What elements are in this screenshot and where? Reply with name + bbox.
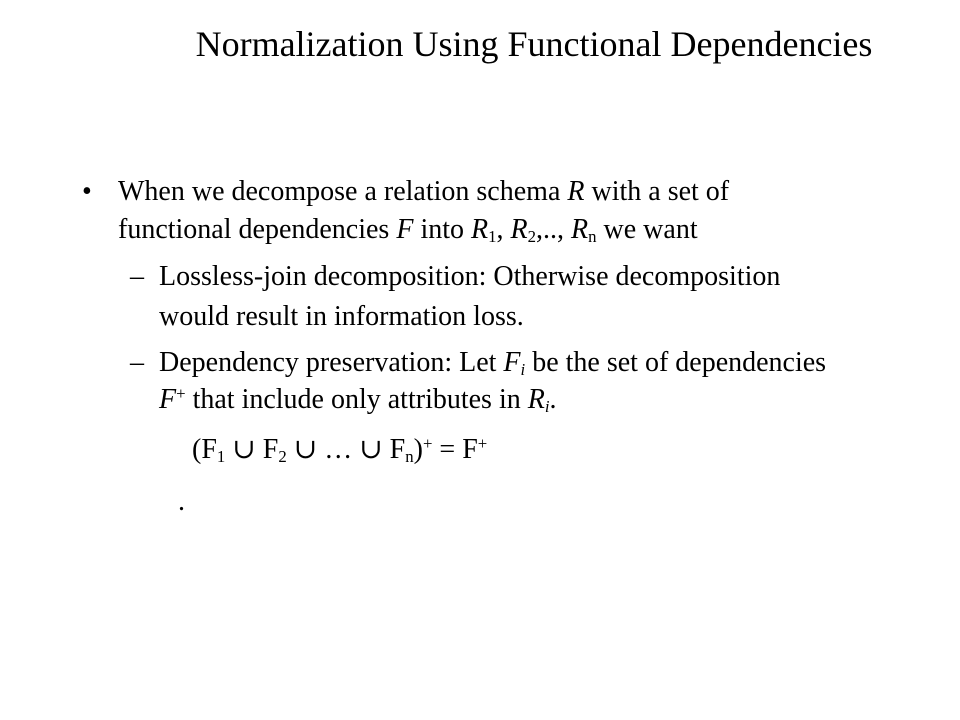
fd-set-F: F: [396, 214, 414, 245]
superscript: +: [176, 383, 186, 403]
bullet-line-1: [118, 174, 729, 210]
sub-bullet-2-line-1: [159, 345, 826, 381]
bullet-marker: •: [82, 176, 92, 207]
relation-R: R: [567, 176, 585, 207]
dash-marker-1: –: [130, 261, 144, 292]
formula: [192, 432, 487, 468]
text-fragment: ∪ … ∪ F: [286, 434, 406, 465]
text-fragment: we want: [596, 214, 698, 245]
text-fragment: ∪ F: [225, 434, 279, 465]
text-fragment: = F: [432, 434, 478, 465]
text-fragment: ): [413, 434, 423, 465]
bullet-line-2: [118, 212, 698, 248]
subscript: i: [520, 360, 526, 380]
superscript: +: [477, 433, 488, 453]
subscript: 2: [278, 447, 287, 467]
text-fragment: .: [549, 384, 557, 415]
relation-Rn: R: [571, 214, 589, 245]
text-fragment: that include only attributes in: [185, 384, 528, 415]
subscript: n: [588, 227, 597, 247]
text-fragment: functional dependencies: [118, 214, 397, 245]
text-fragment: When we decompose a relation schema: [118, 176, 568, 207]
text-fragment: into: [413, 214, 472, 245]
fd-set-Fi: F: [503, 347, 521, 378]
text-fragment: Dependency preservation: Let: [159, 347, 504, 378]
text-fragment: (F: [192, 434, 217, 465]
sub-bullet-1-line-2: would result in information loss.: [159, 301, 524, 332]
subscript: n: [405, 447, 414, 467]
subscript: 1: [216, 447, 226, 467]
fd-closure-F: F: [159, 384, 177, 415]
subscript: 1: [488, 227, 497, 247]
relation-R1: R: [471, 214, 489, 245]
sub-bullet-1-line-1: Lossless-join decomposition: Otherwise decomposition: [159, 261, 781, 292]
sub-bullet-2-line-2: [159, 382, 557, 418]
text-fragment: with a set of: [584, 176, 730, 207]
subscript: 2: [527, 227, 537, 247]
text-fragment: be the set of dependencies: [525, 347, 827, 378]
slide-title: Normalization Using Functional Dependencies: [195, 24, 873, 64]
relation-R2: R: [510, 214, 528, 245]
superscript: +: [422, 433, 433, 453]
dash-marker-2: –: [130, 347, 144, 378]
text-fragment: ,: [496, 214, 511, 245]
trailing-dot: .: [178, 486, 185, 517]
relation-Ri: R: [527, 384, 545, 415]
text-fragment: ,..,: [536, 214, 572, 245]
subscript: i: [544, 397, 550, 417]
